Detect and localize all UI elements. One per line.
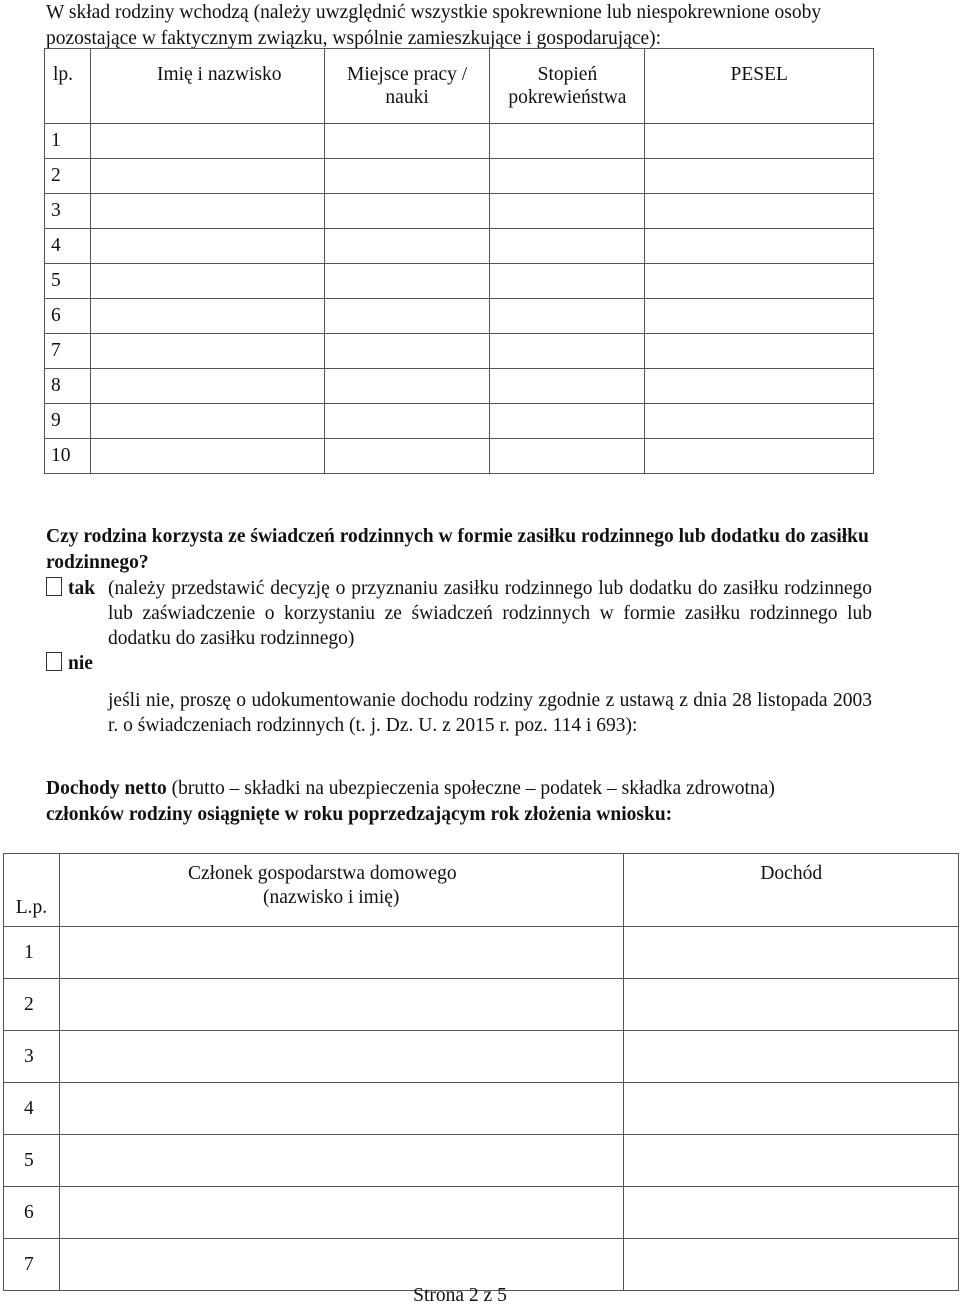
income-row-number: 6 bbox=[4, 1187, 60, 1239]
family-relation-cell[interactable] bbox=[490, 369, 645, 404]
header-relation-line2: pokrewieństwa bbox=[508, 87, 627, 108]
family-pesel-cell[interactable] bbox=[645, 334, 874, 369]
income-header-member-line2: (nazwisko i imię) bbox=[262, 887, 400, 908]
family-row-number: 4 bbox=[45, 229, 91, 264]
family-relation-cell[interactable] bbox=[490, 159, 645, 194]
family-table-row bbox=[45, 264, 874, 299]
family-row-number: 3 bbox=[45, 194, 91, 229]
family-pesel-cell[interactable] bbox=[645, 264, 874, 299]
family-relation-cell[interactable] bbox=[490, 404, 645, 439]
family-pesel-cell[interactable] bbox=[645, 194, 874, 229]
family-row-number: 1 bbox=[45, 124, 91, 159]
income-table-row bbox=[4, 1187, 959, 1239]
family-row-number: 10 bbox=[45, 439, 91, 474]
family-name-cell[interactable] bbox=[90, 334, 324, 369]
income-row-number: 3 bbox=[4, 1031, 60, 1083]
family-relation-cell[interactable] bbox=[490, 334, 645, 369]
income-member-cell[interactable] bbox=[59, 1239, 624, 1291]
income-table-row bbox=[4, 1083, 959, 1135]
header-workplace-line2: nauki bbox=[385, 87, 429, 108]
family-table-header bbox=[45, 49, 874, 124]
family-relation-cell[interactable] bbox=[490, 439, 645, 474]
income-member-cell[interactable] bbox=[59, 979, 624, 1031]
family-relation-cell[interactable] bbox=[490, 194, 645, 229]
option-no-label: nie bbox=[68, 653, 93, 674]
option-yes-text: (należy przedstawić decyzję o przyznaniu zasiłku rodzinnego lub dodatku do zasiłku rodzinnego lub zaświadczenie o korzystaniu ze świadczeń rodzinnych w formie zasiłku rodzinnego lub dodatku do zasiłku rodzinnego) bbox=[108, 578, 872, 649]
income-table bbox=[3, 853, 959, 1291]
header-relation-line1: Stopień bbox=[537, 64, 598, 85]
income-member-cell[interactable] bbox=[59, 1031, 624, 1083]
family-relation-cell[interactable] bbox=[490, 264, 645, 299]
family-relation-cell[interactable] bbox=[490, 124, 645, 159]
family-table-row bbox=[45, 229, 874, 264]
income-heading-normal: (brutto – składki na ubezpieczenia społeczne – podatek – składka zdrowotna) bbox=[166, 778, 775, 799]
family-row-number: 6 bbox=[45, 299, 91, 334]
family-name-cell[interactable] bbox=[90, 159, 324, 194]
family-members-table bbox=[44, 48, 874, 474]
family-row-number: 9 bbox=[45, 404, 91, 439]
option-no bbox=[46, 651, 872, 738]
income-heading-bold2: członków rodziny osiągnięte w roku poprzedzającym rok złożenia wniosku: bbox=[46, 804, 673, 825]
income-table-row bbox=[4, 1031, 959, 1083]
family-workplace-cell[interactable] bbox=[324, 404, 490, 439]
family-pesel-cell[interactable] bbox=[645, 439, 874, 474]
income-table-header bbox=[4, 854, 959, 927]
income-table-row bbox=[4, 979, 959, 1031]
option-yes bbox=[46, 576, 872, 651]
family-pesel-cell[interactable] bbox=[645, 229, 874, 264]
family-workplace-cell[interactable] bbox=[324, 159, 490, 194]
family-pesel-cell[interactable] bbox=[645, 159, 874, 194]
option-yes-label: tak bbox=[68, 578, 96, 599]
intro-text: W skład rodziny wchodzą (należy uwzględnić wszystkie spokrewnione lub niespokrewnione osoby pozostające w faktycznym związku, wspólnie zamieszkujące i gospodarujące): bbox=[46, 2, 822, 49]
family-workplace-cell[interactable] bbox=[324, 439, 490, 474]
income-header-amount: Dochód bbox=[624, 854, 959, 927]
family-table-row bbox=[45, 124, 874, 159]
family-row-number: 7 bbox=[45, 334, 91, 369]
income-row-number: 2 bbox=[4, 979, 60, 1031]
income-row-number: 5 bbox=[4, 1135, 60, 1187]
income-table-row bbox=[4, 927, 959, 979]
family-relation-cell[interactable] bbox=[490, 299, 645, 334]
family-table-row bbox=[45, 404, 874, 439]
family-workplace-cell[interactable] bbox=[324, 124, 490, 159]
header-pesel: PESEL bbox=[645, 49, 874, 124]
income-table-row bbox=[4, 1239, 959, 1291]
income-amount-cell[interactable] bbox=[624, 1083, 959, 1135]
family-table-row bbox=[45, 439, 874, 474]
family-name-cell[interactable] bbox=[90, 264, 324, 299]
income-header-member-line1: Członek gospodarstwa domowego bbox=[187, 863, 457, 884]
income-heading-bold1: Dochody netto bbox=[46, 778, 167, 799]
family-pesel-cell[interactable] bbox=[645, 369, 874, 404]
income-amount-cell[interactable] bbox=[624, 1187, 959, 1239]
family-workplace-cell[interactable] bbox=[324, 264, 490, 299]
income-row-number: 1 bbox=[4, 927, 60, 979]
family-table-row bbox=[45, 159, 874, 194]
income-amount-cell[interactable] bbox=[624, 979, 959, 1031]
checkbox-no[interactable] bbox=[46, 652, 62, 671]
family-name-cell[interactable] bbox=[90, 299, 324, 334]
header-name: Imię i nazwisko bbox=[90, 49, 324, 124]
income-header-lp: L.p. bbox=[4, 854, 60, 927]
income-member-cell[interactable] bbox=[59, 927, 624, 979]
family-row-number: 5 bbox=[45, 264, 91, 299]
header-workplace bbox=[324, 49, 490, 124]
income-amount-cell[interactable] bbox=[624, 1031, 959, 1083]
family-relation-cell[interactable] bbox=[490, 229, 645, 264]
income-table-row bbox=[4, 1135, 959, 1187]
family-row-number: 2 bbox=[45, 159, 91, 194]
income-row-number: 7 bbox=[4, 1239, 60, 1291]
income-amount-cell[interactable] bbox=[624, 1239, 959, 1291]
income-heading bbox=[46, 776, 876, 828]
income-header-member bbox=[59, 854, 624, 927]
family-table-row bbox=[45, 369, 874, 404]
income-member-cell[interactable] bbox=[59, 1135, 624, 1187]
header-relation bbox=[490, 49, 645, 124]
family-pesel-cell[interactable] bbox=[645, 404, 874, 439]
page-number: Strona 2 z 5 bbox=[413, 1285, 507, 1306]
family-table-row bbox=[45, 194, 874, 229]
family-workplace-cell[interactable] bbox=[324, 334, 490, 369]
option-no-text: jeśli nie, proszę o udokumentowanie dochodu rodziny zgodnie z ustawą z dnia 28 listopada 2003 r. o świadczeniach rodzinnych (t. j. Dz. U. z 2015 r. poz. 114 i 693): bbox=[108, 690, 872, 736]
income-amount-cell[interactable] bbox=[624, 1135, 959, 1187]
family-name-cell[interactable] bbox=[90, 404, 324, 439]
family-pesel-cell[interactable] bbox=[645, 124, 874, 159]
header-lp: lp. bbox=[45, 49, 91, 124]
family-name-cell[interactable] bbox=[90, 229, 324, 264]
family-pesel-cell[interactable] bbox=[645, 299, 874, 334]
family-name-cell[interactable] bbox=[90, 124, 324, 159]
family-table-row bbox=[45, 334, 874, 369]
income-member-cell[interactable] bbox=[59, 1187, 624, 1239]
family-table-row bbox=[45, 299, 874, 334]
family-workplace-cell[interactable] bbox=[324, 369, 490, 404]
family-name-cell[interactable] bbox=[90, 369, 324, 404]
family-benefits-question: Czy rodzina korzysta ze świadczeń rodzinnych w formie zasiłku rodzinnego lub dodatku do zasiłku rodzinnego? bbox=[46, 526, 869, 573]
income-row-number: 4 bbox=[4, 1083, 60, 1135]
family-workplace-cell[interactable] bbox=[324, 229, 490, 264]
family-workplace-cell[interactable] bbox=[324, 194, 490, 229]
header-workplace-line1: Miejsce pracy / bbox=[346, 64, 468, 85]
family-row-number: 8 bbox=[45, 369, 91, 404]
family-name-cell[interactable] bbox=[90, 439, 324, 474]
family-workplace-cell[interactable] bbox=[324, 299, 490, 334]
income-member-cell[interactable] bbox=[59, 1083, 624, 1135]
family-name-cell[interactable] bbox=[90, 194, 324, 229]
checkbox-yes[interactable] bbox=[46, 577, 62, 596]
income-amount-cell[interactable] bbox=[624, 927, 959, 979]
